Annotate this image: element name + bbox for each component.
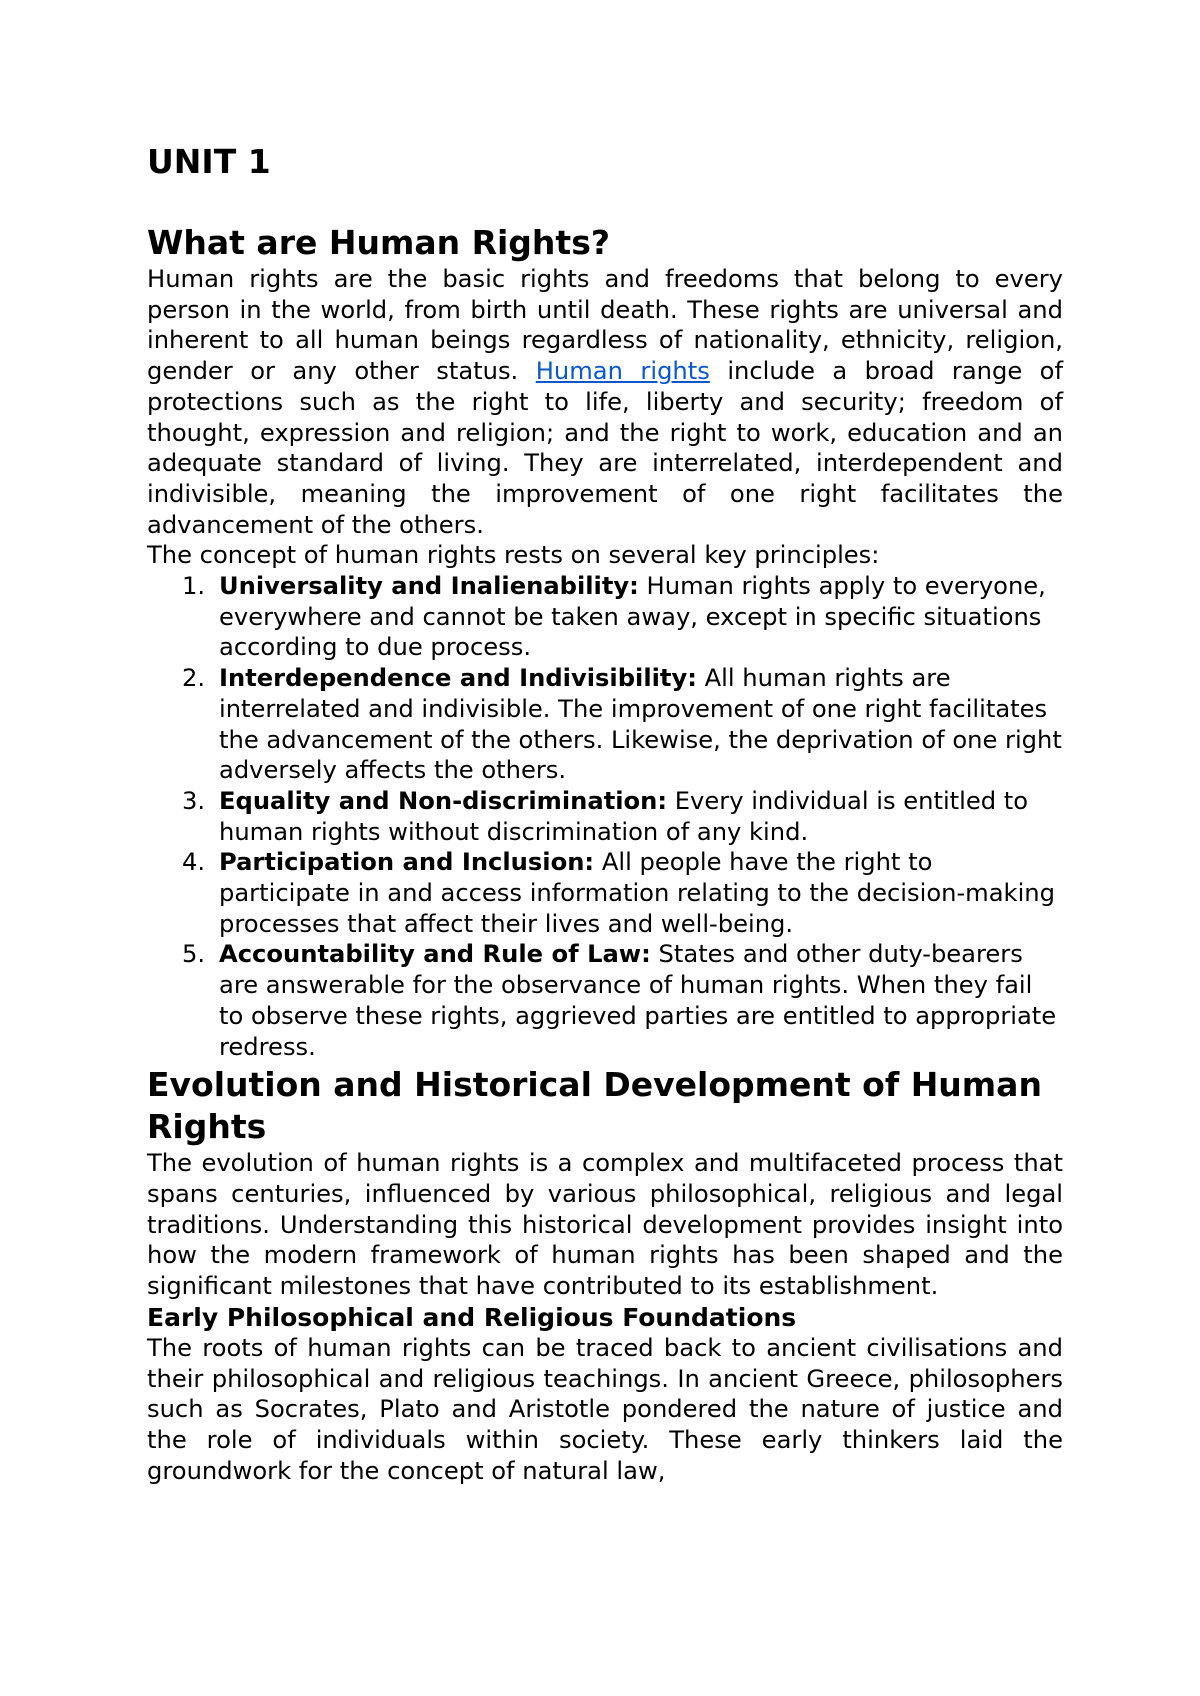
section-heading-evolution: Evolution and Historical Development of Human Rights [147,1065,1042,1147]
principle-text: States and other duty-bearers are answerable for the observance of human rights. When they fail to observe these rights, aggrieved parties are entitled to appropriate redress. [219,940,1057,1061]
list-item [147,571,1063,663]
principles-intro: The concept of human rights rests on several key principles: [147,541,880,570]
unit-label: UNIT 1 [147,142,271,181]
list-item-number: 3. [182,786,206,815]
intro-paragraph [147,264,1063,540]
intro-text-before-link: Human rights are the basic rights and freedoms that belong to every person in the world, from birth until death. These rights are universal and inherent to all human beings regardless of nationality, ethnicity, religion, gender or any other status. [147,265,1063,386]
list-item-number: 4. [182,848,206,877]
principle-term: Participation and Inclusion: [219,848,595,877]
evolution-paragraph: The evolution of human rights is a complex and multifaceted process that spans centuries, influenced by various philosophical, religious and legal traditions. Understanding this historical development provides insight into how the modern framework of human rights has been shaped and the significant milestones that have contributed to its establishment. [147,1149,1063,1301]
section-heading-what-are-human-rights: What are Human Rights? [147,223,610,262]
intro-text-after-link: include a broad range of protections such as the right to life, liberty and security; freedom of thought, expression and religion; and the right to work, education and an adequate standard of living. They are interrelated, interdependent and indivisible, meaning the improvement of one right facilitates the advancement of the others. [147,357,1063,539]
document-page [147,142,1063,1486]
principle-term: Accountability and Rule of Law: [219,940,651,969]
list-item [147,847,1063,939]
list-item [147,786,1063,847]
principle-term: Equality and Non-discrimination: [219,786,668,815]
principle-term: Universality and Inalienability: [219,572,639,601]
principle-text: Human rights apply to everyone, everywhere and cannot be taken away, except in specific situations according to due process. [219,572,1046,662]
human-rights-link[interactable]: Human rights [535,357,710,386]
principle-text: All human rights are interrelated and indivisible. The improvement of one right facilitates the advancement of the others. Likewise, the deprivation of one right adversely affects the others. [219,664,1062,785]
principles-list [147,571,1063,1062]
principle-term: Interdependence and Indivisibility: [219,664,697,693]
list-item [147,939,1063,1062]
list-item-number: 1. [182,572,206,601]
principle-text: All people have the right to participate in and access information relating to the decision-making processes that affect their lives and well-being. [219,848,1055,938]
subheading-early-foundations: Early Philosophical and Religious Foundations [147,1302,797,1332]
list-item [147,663,1063,786]
list-item-number: 5. [182,940,206,969]
principle-text: Every individual is entitled to human rights without discrimination of any kind. [219,786,1029,846]
early-foundations-paragraph: The roots of human rights can be traced back to ancient civilisations and their philosophical and religious teachings. In ancient Greece, philosophers such as Socrates, Plato and Aristotle pondered the nature of justice and the role of individuals within society. These early thinkers laid the groundwork for the concept of natural law, [147,1333,1063,1485]
list-item-number: 2. [182,664,206,693]
